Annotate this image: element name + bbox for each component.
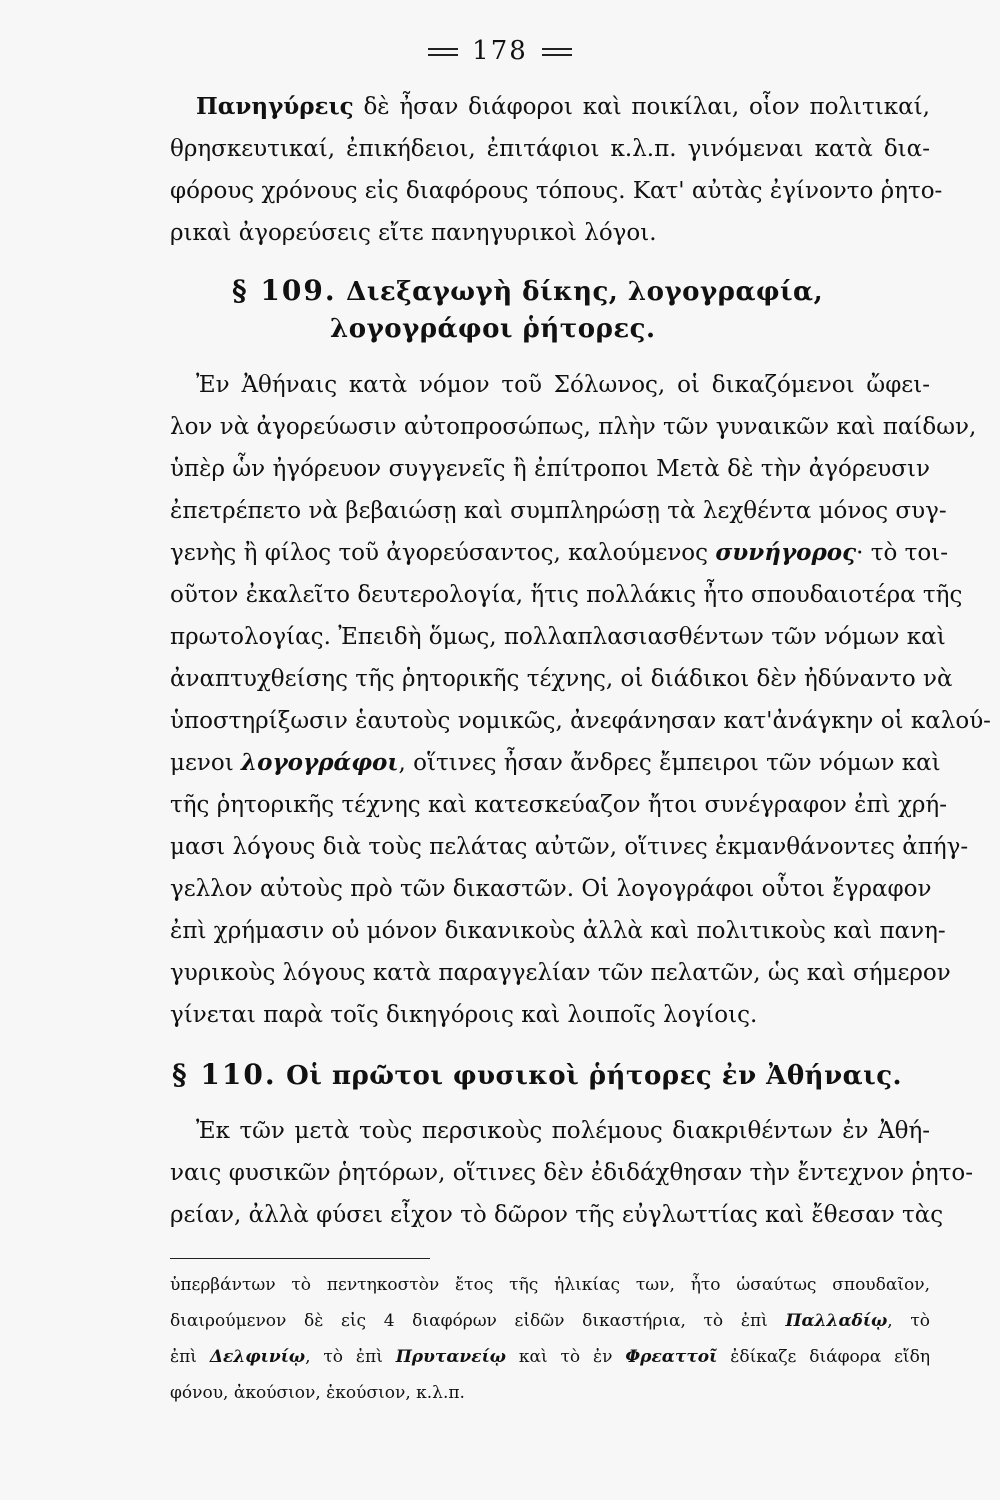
left-ornament [428,48,458,56]
para1-line4: ρικαὶ ἀγορεύσεις εἴτε πανηγυρικοὶ λόγοι. [170,220,657,246]
para2-line8: ἀναπτυχθείσης τῆς ῥητορικῆς τέχνης, οἱ διάδικοι δὲν ἠδύναντο νὰ [170,666,953,692]
para1-line1: Πανηγύρεις δὲ ἦσαν διάφοροι καὶ ποικίλαι, οἷον πολιτικαί, [196,93,930,120]
para2-line6: οῦτον ἐκαλεῖτο δευτερολογία, ἥτις πολλάκις ἦτο σπουδαιοτέρα τῆς [170,582,963,608]
para2-line12: μασι λόγους διὰ τοὺς πελάτας αὐτῶν, οἵτινες ἐκμανθάνοντες ἀπήγ- [170,834,969,860]
term-palladio: Παλλαδίῳ [785,1311,888,1331]
para2-line5: γενὴς ἢ φίλος τοῦ ἀγορεύσαντος, καλούμενος συνήγορος· τὸ τοι- [170,539,948,566]
term-prytaneio: Πρυτανείῳ [395,1347,506,1367]
para1-line2: θρησκευτικαί, ἐπικήδειοι, ἐπιτάφιοι κ.λ.π. γινόμεναι κατὰ δια- [170,136,930,162]
footnote-line4: φόνου, ἀκούσιον, ἑκούσιον, κ.λ.π. [170,1383,465,1403]
para2-line11: τῆς ῥητορικῆς τέχνης καὶ κατεσκεύαζον ἤτοι συνέγραφον ἐπὶ χρή- [170,792,947,818]
para3-line3: ρείαν, ἀλλὰ φύσει εἶχον τὸ δῶρον τῆς εὐγλωττίας καὶ ἔθεσαν τὰς [170,1202,944,1228]
section-109-heading: § 109. Διεξαγωγὴ δίκης, λογογραφία, [232,274,824,307]
term-synegoros: συνήγορος [715,539,857,566]
page-number: 178 [0,36,1000,66]
para2-line10: μενοι λογογράφοι, οἵτινες ἦσαν ἄνδρες ἔμπειροι τῶν νόμων καὶ [170,749,941,776]
footnote-line3: ἐπὶ Δελφινίῳ, τὸ ἐπὶ Πρυτανείῳ καὶ τὸ ἐν Φρεαττοῖ ἐδίκαζε διάφορα εἴδη [170,1347,931,1367]
para2-line9: ὑποστηρίξωσιν ἑαυτοὺς νομικῶς, ἀνεφάνησαν κατ'ἀνάγκην οἱ καλού- [170,708,991,734]
para2-line1: Ἐν Ἀθήναις κατὰ νόμον τοῦ Σόλωνος, οἱ δικαζόμενοι ὤφει- [196,372,930,398]
footnote-divider [170,1258,430,1259]
para2-line3: ὑπὲρ ὧν ἠγόρευον συγγενεῖς ἢ ἐπίτροποι Μετὰ δὲ τὴν ἀγόρευσιν [170,456,930,482]
para2-line15: γυρικοὺς λόγους κατὰ παραγγελίαν τῶν πελατῶν, ὡς καὶ σήμερον [170,960,951,986]
para1-line3: φόρους χρόνους εἰς διαφόρους τόπους. Κατ' αὐτὰς ἐγίνοντο ῥητο- [170,178,943,204]
para2-line4: ἐπετρέπετο νὰ βεβαιώσῃ καὶ συμπληρώσῃ τὰ λεχθέντα μόνος συγ- [170,498,947,524]
right-ornament [542,48,572,56]
bold-term-panegyreis: Πανηγύρεις [196,93,354,120]
term-freattoi: Φρεαττοῖ [625,1347,718,1367]
para2-line13: γελλον αὐτοὺς πρὸ τῶν δικαστῶν. Οἱ λογογράφοι οὗτοι ἔγραφον [170,876,932,902]
section-110-heading: § 110. Οἱ πρῶτοι φυσικοὶ ῥήτορες ἐν Ἀθήναις. [172,1058,903,1091]
para2-line2: λον νὰ ἀγορεύωσιν αὐτοπροσώπως, πλὴν τῶν γυναικῶν καὶ παίδων, [170,414,977,440]
footnote-line2: διαιρούμενον δὲ εἰς 4 διαφόρων εἰδῶν δικαστήρια, τὸ ἐπὶ Παλλαδίῳ, τὸ [170,1311,931,1331]
para2-line14: ἐπὶ χρήμασιν οὐ μόνον δικανικοὺς ἀλλὰ καὶ πολιτικοὺς καὶ πανη- [170,918,946,944]
term-logografoi: λογογράφοι [241,749,399,776]
para2-line16: γίνεται παρὰ τοῖς δικηγόροις καὶ λοιποῖς λογίοις. [170,1002,758,1028]
para2-line7: πρωτολογίας. Ἐπειδὴ ὅμως, πολλαπλασιασθέντων τῶν νόμων καὶ [170,624,946,650]
para3-line1: Ἐκ τῶν μετὰ τοὺς περσικοὺς πολέμους διακριθέντων ἐν Ἀθή- [196,1118,930,1144]
section-109-heading-line2: λογογράφοι ῥήτορες. [330,314,656,344]
term-delfinio: Δελφινίῳ [209,1347,306,1367]
para3-line2: ναις φυσικῶν ῥητόρων, οἵτινες δὲν ἐδιδάχθησαν τὴν ἔντεχνον ῥητο- [170,1160,974,1186]
footnote-line1: ὑπερβάντων τὸ πεντηκοστὸν ἔτος τῆς ἡλικίας των, ἦτο ὡσαύτως σπουδαῖον, [170,1275,930,1295]
